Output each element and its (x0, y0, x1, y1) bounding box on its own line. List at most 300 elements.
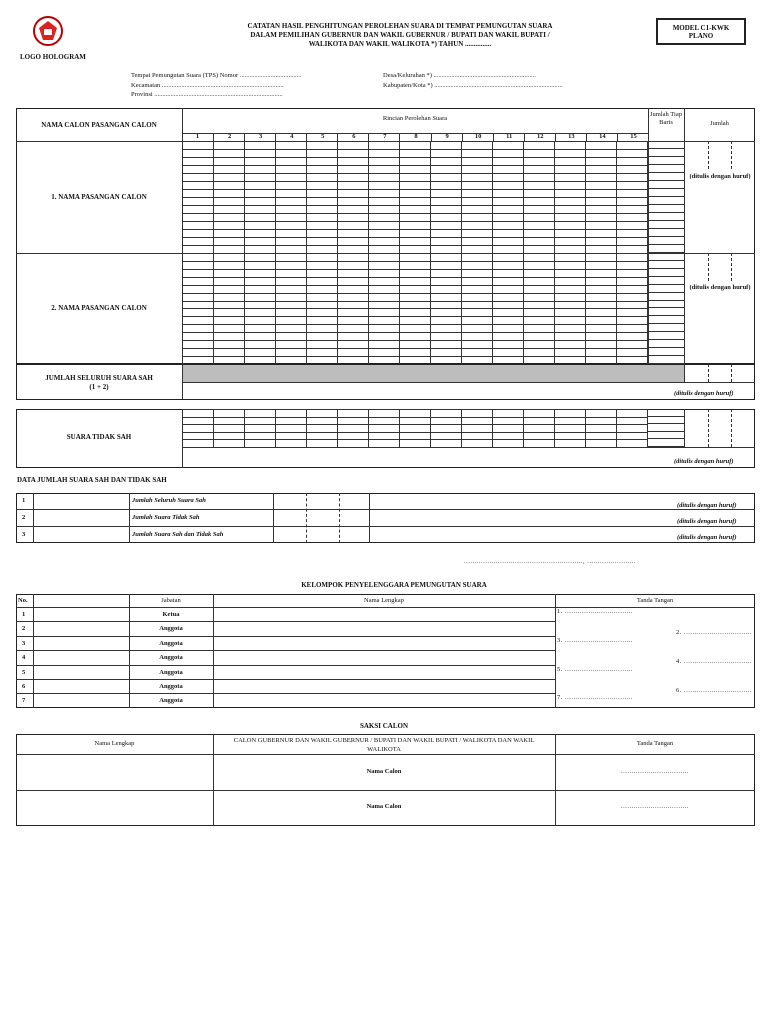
row-total-cell[interactable] (648, 417, 684, 425)
tally-cell[interactable] (617, 349, 648, 357)
tally-cell[interactable] (586, 174, 617, 182)
row-total-cell[interactable] (648, 356, 684, 364)
tally-cell[interactable] (400, 293, 431, 301)
kpps-row-signature[interactable]: 2. ................................ (676, 629, 752, 637)
tally-cell[interactable] (183, 174, 214, 182)
tally-cell[interactable] (431, 309, 462, 317)
kpps-row-signature[interactable]: 4. ................................ (676, 658, 752, 666)
tally-cell[interactable] (183, 277, 214, 285)
tally-cell[interactable] (307, 349, 338, 357)
tally-cell[interactable] (183, 182, 214, 190)
saksi-row-2-sig[interactable]: ................................ (621, 803, 689, 810)
row-total-cell[interactable] (648, 424, 684, 432)
tally-cell[interactable] (431, 254, 462, 262)
tally-cell[interactable] (276, 190, 307, 198)
tally-cell[interactable] (214, 269, 245, 277)
tally-cell[interactable] (524, 214, 555, 222)
tally-cell[interactable] (524, 198, 555, 206)
kpps-row-signature[interactable]: 5. ................................ (557, 665, 633, 673)
tally-cell[interactable] (276, 182, 307, 190)
row-total-cell[interactable] (648, 189, 684, 197)
tally-cell[interactable] (524, 277, 555, 285)
tally-cell[interactable] (617, 190, 648, 198)
tally-cell[interactable] (307, 269, 338, 277)
row-total-cell[interactable] (648, 309, 684, 317)
tally-cell[interactable] (462, 341, 493, 349)
tally-cell[interactable] (617, 206, 648, 214)
tally-cell[interactable] (338, 254, 369, 262)
tally-cell[interactable] (338, 425, 369, 433)
tally-cell[interactable] (183, 417, 214, 425)
tally-cell[interactable] (586, 417, 617, 425)
tally-cell[interactable] (462, 317, 493, 325)
tally-cell[interactable] (400, 349, 431, 357)
row-total-cell[interactable] (648, 245, 684, 253)
tally-cell[interactable] (183, 425, 214, 433)
tally-cell[interactable] (555, 285, 586, 293)
tally-cell[interactable] (245, 325, 276, 333)
tally-cell[interactable] (307, 333, 338, 341)
tally-cell[interactable] (214, 317, 245, 325)
tally-cell[interactable] (338, 182, 369, 190)
tally-cell[interactable] (586, 301, 617, 309)
tally-cell[interactable] (462, 261, 493, 269)
tally-cell[interactable] (214, 293, 245, 301)
tally-cell[interactable] (307, 174, 338, 182)
tally-cell[interactable] (493, 325, 524, 333)
tally-cell[interactable] (245, 269, 276, 277)
tally-cell[interactable] (555, 349, 586, 357)
tally-cell[interactable] (276, 174, 307, 182)
tally-cell[interactable] (400, 277, 431, 285)
tally-cell[interactable] (183, 230, 214, 238)
tally-cell[interactable] (183, 317, 214, 325)
tally-cell[interactable] (586, 432, 617, 440)
tally-cell[interactable] (617, 269, 648, 277)
row-total-cell[interactable] (648, 293, 684, 301)
row-total-cell[interactable] (648, 285, 684, 293)
tally-cell[interactable] (400, 214, 431, 222)
tally-cell[interactable] (307, 254, 338, 262)
tally-cell[interactable] (617, 309, 648, 317)
row-total-cell[interactable] (648, 213, 684, 221)
tally-cell[interactable] (586, 410, 617, 418)
tally-cell[interactable] (307, 214, 338, 222)
tally-cell[interactable] (431, 269, 462, 277)
tally-cell[interactable] (183, 142, 214, 150)
tally-cell[interactable] (338, 230, 369, 238)
tally-cell[interactable] (400, 166, 431, 174)
row-total-cell[interactable] (648, 157, 684, 165)
tally-cell[interactable] (245, 158, 276, 166)
tally-cell[interactable] (183, 198, 214, 206)
tally-cell[interactable] (276, 349, 307, 357)
tally-cell[interactable] (524, 174, 555, 182)
tally-cell[interactable] (493, 417, 524, 425)
tally-cell[interactable] (555, 254, 586, 262)
tally-cell[interactable] (431, 333, 462, 341)
tally-cell[interactable] (462, 158, 493, 166)
tally-cell[interactable] (462, 277, 493, 285)
tally-cell[interactable] (276, 142, 307, 150)
tally-cell[interactable] (369, 238, 400, 246)
tally-cell[interactable] (617, 158, 648, 166)
tally-cell[interactable] (400, 341, 431, 349)
tally-cell[interactable] (493, 142, 524, 150)
tally-cell[interactable] (338, 325, 369, 333)
tally-cell[interactable] (617, 238, 648, 246)
tally-cell[interactable] (400, 254, 431, 262)
tally-cell[interactable] (493, 301, 524, 309)
tally-cell[interactable] (183, 166, 214, 174)
tally-cell[interactable] (338, 269, 369, 277)
tally-cell[interactable] (369, 198, 400, 206)
tally-cell[interactable] (338, 174, 369, 182)
tally-cell[interactable] (617, 432, 648, 440)
tally-cell[interactable] (183, 432, 214, 440)
tally-cell[interactable] (338, 214, 369, 222)
tally-cell[interactable] (493, 341, 524, 349)
tally-cell[interactable] (555, 174, 586, 182)
tally-cell[interactable] (245, 317, 276, 325)
tally-cell[interactable] (245, 174, 276, 182)
tally-cell[interactable] (307, 261, 338, 269)
tally-cell[interactable] (307, 206, 338, 214)
tally-cell[interactable] (555, 425, 586, 433)
tally-cell[interactable] (431, 238, 462, 246)
tally-cell[interactable] (586, 349, 617, 357)
tally-cell[interactable] (493, 166, 524, 174)
tally-cell[interactable] (307, 341, 338, 349)
tally-cell[interactable] (369, 261, 400, 269)
tally-cell[interactable] (555, 317, 586, 325)
tally-cell[interactable] (369, 166, 400, 174)
tally-cell[interactable] (369, 230, 400, 238)
tally-cell[interactable] (524, 230, 555, 238)
tally-cell[interactable] (307, 198, 338, 206)
tally-cell[interactable] (524, 333, 555, 341)
tally-cell[interactable] (245, 190, 276, 198)
tally-cell[interactable] (462, 222, 493, 230)
tally-cell[interactable] (400, 261, 431, 269)
tally-cell[interactable] (462, 285, 493, 293)
tally-cell[interactable] (214, 285, 245, 293)
tally-cell[interactable] (307, 230, 338, 238)
tally-cell[interactable] (369, 333, 400, 341)
row-total-cell[interactable] (648, 253, 684, 261)
tally-cell[interactable] (617, 261, 648, 269)
tally-cell[interactable] (369, 269, 400, 277)
tally-cell[interactable] (214, 309, 245, 317)
tally-cell[interactable] (586, 222, 617, 230)
tally-cell[interactable] (369, 325, 400, 333)
tally-cell[interactable] (524, 261, 555, 269)
tally-cell[interactable] (431, 432, 462, 440)
row-total-cell[interactable] (648, 439, 684, 447)
tally-cell[interactable] (276, 410, 307, 418)
tally-cell[interactable] (555, 341, 586, 349)
tally-cell[interactable] (555, 166, 586, 174)
tally-cell[interactable] (493, 425, 524, 433)
tally-cell[interactable] (462, 309, 493, 317)
tally-cell[interactable] (369, 190, 400, 198)
tally-cell[interactable] (307, 417, 338, 425)
tally-cell[interactable] (276, 301, 307, 309)
tally-cell[interactable] (307, 432, 338, 440)
tally-cell[interactable] (369, 158, 400, 166)
tally-cell[interactable] (462, 269, 493, 277)
tally-cell[interactable] (617, 425, 648, 433)
tally-cell[interactable] (276, 214, 307, 222)
tally-cell[interactable] (307, 309, 338, 317)
row-total-cell[interactable] (648, 141, 684, 149)
tally-cell[interactable] (400, 325, 431, 333)
tally-cell[interactable] (276, 222, 307, 230)
tally-cell[interactable] (493, 285, 524, 293)
tally-cell[interactable] (338, 417, 369, 425)
tally-cell[interactable] (617, 174, 648, 182)
tally-cell[interactable] (555, 142, 586, 150)
tally-cell[interactable] (245, 238, 276, 246)
tally-cell[interactable] (555, 222, 586, 230)
tally-cell[interactable] (431, 425, 462, 433)
tally-cell[interactable] (338, 190, 369, 198)
tally-cell[interactable] (555, 301, 586, 309)
tally-cell[interactable] (431, 142, 462, 150)
tally-cell[interactable] (586, 254, 617, 262)
tally-cell[interactable] (462, 238, 493, 246)
tally-cell[interactable] (369, 417, 400, 425)
row-total-cell[interactable] (648, 205, 684, 213)
tally-cell[interactable] (462, 254, 493, 262)
tally-cell[interactable] (555, 277, 586, 285)
tally-cell[interactable] (307, 166, 338, 174)
tally-cell[interactable] (183, 410, 214, 418)
row-total-cell[interactable] (648, 149, 684, 157)
tally-cell[interactable] (555, 230, 586, 238)
tally-cell[interactable] (338, 341, 369, 349)
tally-cell[interactable] (586, 142, 617, 150)
tally-cell[interactable] (462, 333, 493, 341)
tally-cell[interactable] (586, 341, 617, 349)
row-total-cell[interactable] (648, 261, 684, 269)
tally-cell[interactable] (369, 277, 400, 285)
tally-cell[interactable] (617, 214, 648, 222)
tally-cell[interactable] (555, 269, 586, 277)
tally-cell[interactable] (400, 142, 431, 150)
tally-cell[interactable] (462, 301, 493, 309)
tally-cell[interactable] (338, 198, 369, 206)
tally-cell[interactable] (338, 293, 369, 301)
tally-cell[interactable] (493, 261, 524, 269)
tally-cell[interactable] (493, 309, 524, 317)
row-total-cell[interactable] (648, 181, 684, 189)
tally-cell[interactable] (524, 142, 555, 150)
tally-cell[interactable] (214, 198, 245, 206)
tally-cell[interactable] (183, 214, 214, 222)
tally-cell[interactable] (369, 341, 400, 349)
tally-cell[interactable] (276, 317, 307, 325)
tally-cell[interactable] (555, 432, 586, 440)
tally-cell[interactable] (462, 410, 493, 418)
tally-cell[interactable] (617, 182, 648, 190)
tally-cell[interactable] (400, 190, 431, 198)
tally-cell[interactable] (276, 309, 307, 317)
tally-cell[interactable] (307, 222, 338, 230)
tally-cell[interactable] (245, 166, 276, 174)
tally-cell[interactable] (586, 325, 617, 333)
tally-cell[interactable] (431, 341, 462, 349)
tally-cell[interactable] (307, 285, 338, 293)
tally-cell[interactable] (276, 333, 307, 341)
tally-cell[interactable] (369, 317, 400, 325)
tally-cell[interactable] (369, 410, 400, 418)
tally-cell[interactable] (493, 293, 524, 301)
tally-cell[interactable] (524, 206, 555, 214)
tally-cell[interactable] (214, 254, 245, 262)
tally-cell[interactable] (431, 214, 462, 222)
row-total-cell[interactable] (648, 197, 684, 205)
tally-cell[interactable] (214, 417, 245, 425)
tally-cell[interactable] (462, 425, 493, 433)
tally-cell[interactable] (462, 142, 493, 150)
tally-cell[interactable] (369, 425, 400, 433)
tally-cell[interactable] (555, 182, 586, 190)
tally-cell[interactable] (555, 158, 586, 166)
tally-cell[interactable] (555, 206, 586, 214)
tally-cell[interactable] (214, 222, 245, 230)
tally-cell[interactable] (369, 285, 400, 293)
tally-cell[interactable] (431, 182, 462, 190)
tally-cell[interactable] (524, 285, 555, 293)
tally-cell[interactable] (555, 150, 586, 158)
kpps-row-signature[interactable]: 6. ................................ (676, 687, 752, 694)
tally-cell[interactable] (493, 230, 524, 238)
tally-cell[interactable] (586, 150, 617, 158)
tally-cell[interactable] (586, 158, 617, 166)
tally-cell[interactable] (586, 261, 617, 269)
row-total-cell[interactable] (648, 269, 684, 277)
tally-cell[interactable] (214, 261, 245, 269)
tally-cell[interactable] (431, 417, 462, 425)
tally-cell[interactable] (524, 349, 555, 357)
tally-cell[interactable] (369, 309, 400, 317)
tally-cell[interactable] (493, 238, 524, 246)
tally-cell[interactable] (462, 325, 493, 333)
tally-cell[interactable] (214, 150, 245, 158)
tally-cell[interactable] (183, 254, 214, 262)
tally-cell[interactable] (462, 198, 493, 206)
tally-cell[interactable] (245, 333, 276, 341)
tally-cell[interactable] (617, 333, 648, 341)
tally-cell[interactable] (586, 317, 617, 325)
tally-cell[interactable] (617, 417, 648, 425)
tally-cell[interactable] (524, 301, 555, 309)
tally-cell[interactable] (400, 230, 431, 238)
tally-cell[interactable] (431, 261, 462, 269)
tally-cell[interactable] (400, 309, 431, 317)
row-total-cell[interactable] (648, 221, 684, 229)
row-total-cell[interactable] (648, 277, 684, 285)
tally-cell[interactable] (183, 222, 214, 230)
field-desa[interactable]: Desa/Kelurahan *) ............................................................... (383, 72, 536, 79)
tally-cell[interactable] (493, 198, 524, 206)
tally-cell[interactable] (338, 349, 369, 357)
tally-cell[interactable] (214, 166, 245, 174)
tally-cell[interactable] (245, 293, 276, 301)
tally-cell[interactable] (245, 142, 276, 150)
tally-cell[interactable] (214, 432, 245, 440)
tally-cell[interactable] (245, 198, 276, 206)
tally-cell[interactable] (462, 417, 493, 425)
row-total-cell[interactable] (648, 324, 684, 332)
tally-cell[interactable] (555, 417, 586, 425)
tally-cell[interactable] (276, 206, 307, 214)
tally-cell[interactable] (245, 417, 276, 425)
tally-cell[interactable] (431, 410, 462, 418)
tally-cell[interactable] (555, 333, 586, 341)
tally-cell[interactable] (586, 269, 617, 277)
candidate1-tally-grid[interactable] (182, 141, 684, 253)
tally-cell[interactable] (400, 182, 431, 190)
tally-cell[interactable] (431, 293, 462, 301)
tally-cell[interactable] (183, 349, 214, 357)
tally-cell[interactable] (245, 254, 276, 262)
tally-cell[interactable] (431, 285, 462, 293)
tally-cell[interactable] (431, 166, 462, 174)
tally-cell[interactable] (307, 317, 338, 325)
tally-cell[interactable] (214, 349, 245, 357)
tally-cell[interactable] (183, 301, 214, 309)
row-total-cell[interactable] (648, 348, 684, 356)
row-total-cell[interactable] (648, 301, 684, 309)
tally-cell[interactable] (214, 174, 245, 182)
tally-cell[interactable] (400, 206, 431, 214)
tally-cell[interactable] (307, 425, 338, 433)
tally-cell[interactable] (214, 182, 245, 190)
tally-cell[interactable] (276, 254, 307, 262)
tally-cell[interactable] (493, 206, 524, 214)
tally-cell[interactable] (276, 425, 307, 433)
row-total-cell[interactable] (648, 165, 684, 173)
tally-cell[interactable] (586, 230, 617, 238)
field-tps[interactable]: Tempat Pemungutan Suara (TPS) Nomor ...................................... (131, 72, 302, 79)
tally-cell[interactable] (617, 150, 648, 158)
tally-cell[interactable] (276, 293, 307, 301)
tally-cell[interactable] (338, 309, 369, 317)
tally-cell[interactable] (524, 417, 555, 425)
tally-cell[interactable] (183, 269, 214, 277)
row-total-cell[interactable] (648, 432, 684, 440)
tally-cell[interactable] (400, 417, 431, 425)
tally-cell[interactable] (338, 166, 369, 174)
tally-cell[interactable] (276, 325, 307, 333)
tally-cell[interactable] (555, 238, 586, 246)
tally-cell[interactable] (617, 142, 648, 150)
tally-cell[interactable] (338, 222, 369, 230)
tally-cell[interactable] (431, 150, 462, 158)
tally-cell[interactable] (214, 206, 245, 214)
field-kabupaten[interactable]: Kabupaten/Kota *) ............................................................................... (383, 82, 563, 89)
tally-cell[interactable] (338, 432, 369, 440)
tally-cell[interactable] (617, 230, 648, 238)
tally-cell[interactable] (245, 261, 276, 269)
tally-cell[interactable] (431, 158, 462, 166)
tally-cell[interactable] (586, 277, 617, 285)
tally-cell[interactable] (369, 349, 400, 357)
tally-cell[interactable] (555, 293, 586, 301)
tally-cell[interactable] (245, 432, 276, 440)
